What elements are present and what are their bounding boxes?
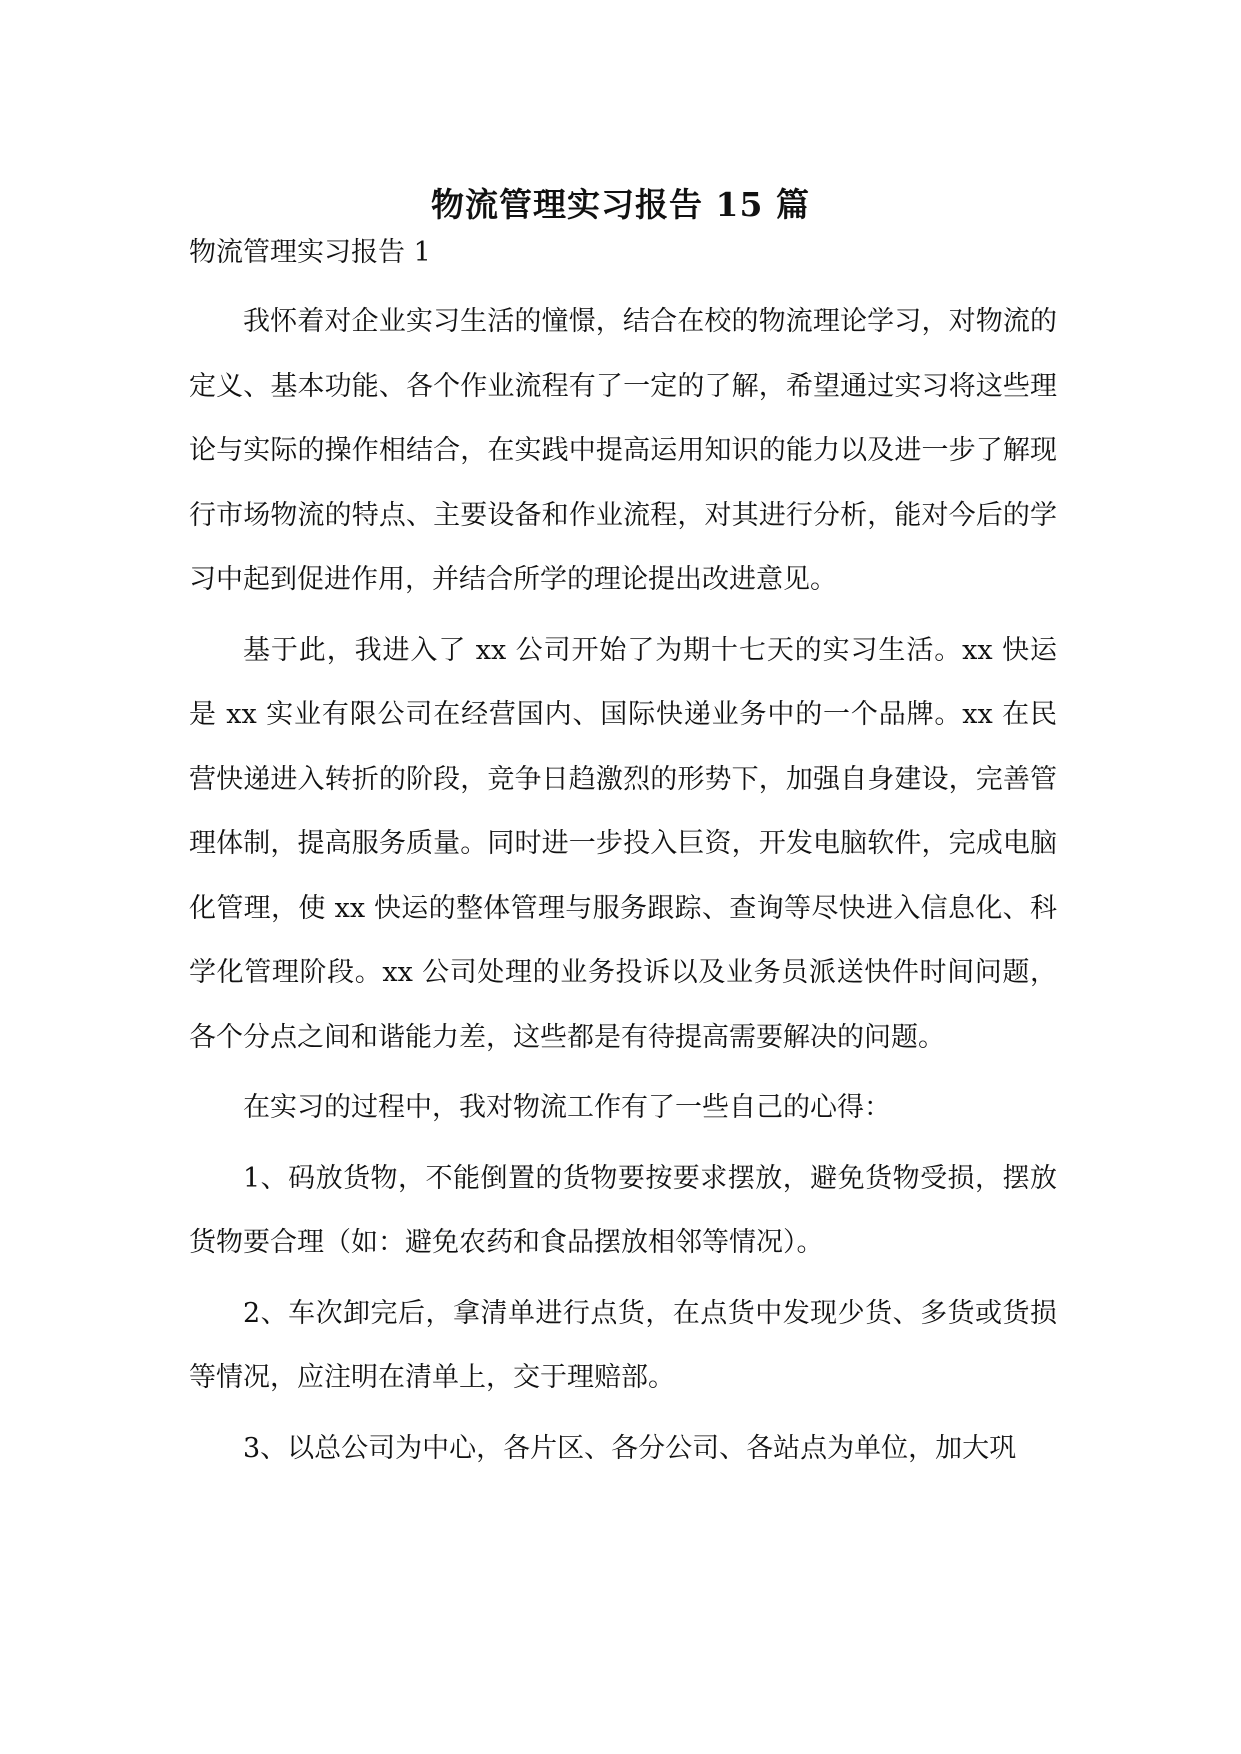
document-body (189, 226, 1057, 1487)
paragraph-experience: 在实习的过程中，我对物流工作有了一些自己的心得： (243, 1092, 891, 1123)
document-title: 物流管理实习报告 15 篇 (431, 185, 810, 225)
paragraph-item-2: 2、车次卸完后，拿清单进行点货，在点货中发现少货、多货或货损等情况，应注明在清单上，交于理赔部。 (189, 1297, 1057, 1393)
paragraph-company: 基于此，我进入了 xx 公司开始了为期十七天的实习生活。xx 快运是 xx 实业有限公司在经营国内、国际快递业务中的一个品牌。xx 在民营快递进入转折的阶段，竞争日趋激烈的形势下，加强自身建设，完善管理体制，提高服务质量。同时进一步投入巨资，开发电脑软件，完成电脑化管理，使 xx 快运的整体管理与服务跟踪、查询等尽快进入信息化、科学化管理阶段。xx 公司处理的业务投诉以及业务员派送快件时间问题，各个分点之间和谐能力差，这些都是有待提高需要解决的问题。 (189, 634, 1057, 1053)
paragraph-item-1: 1、码放货物，不能倒置的货物要按要求摆放，避免货物受损，摆放货物要合理（如：避免农药和食品摆放相邻等情况）。 (189, 1162, 1057, 1258)
paragraph-item-3: 3、以总公司为中心，各片区、各分公司、各站点为单位，加大巩 (243, 1432, 1017, 1464)
paragraph-intro: 我怀着对企业实习生活的憧憬，结合在校的物流理论学习，对物流的定义、基本功能、各个作业流程有了一定的了解，希望通过实习将这些理论与实际的操作相结合，在实践中提高运用知识的能力以及进一步了解现行市场物流的特点、主要设备和作业流程，对其进行分析，能对今后的学习中起到促进作用，并结合所学的理论提出改进意见。 (189, 306, 1057, 595)
section-title: 物流管理实习报告 1 (189, 237, 431, 268)
